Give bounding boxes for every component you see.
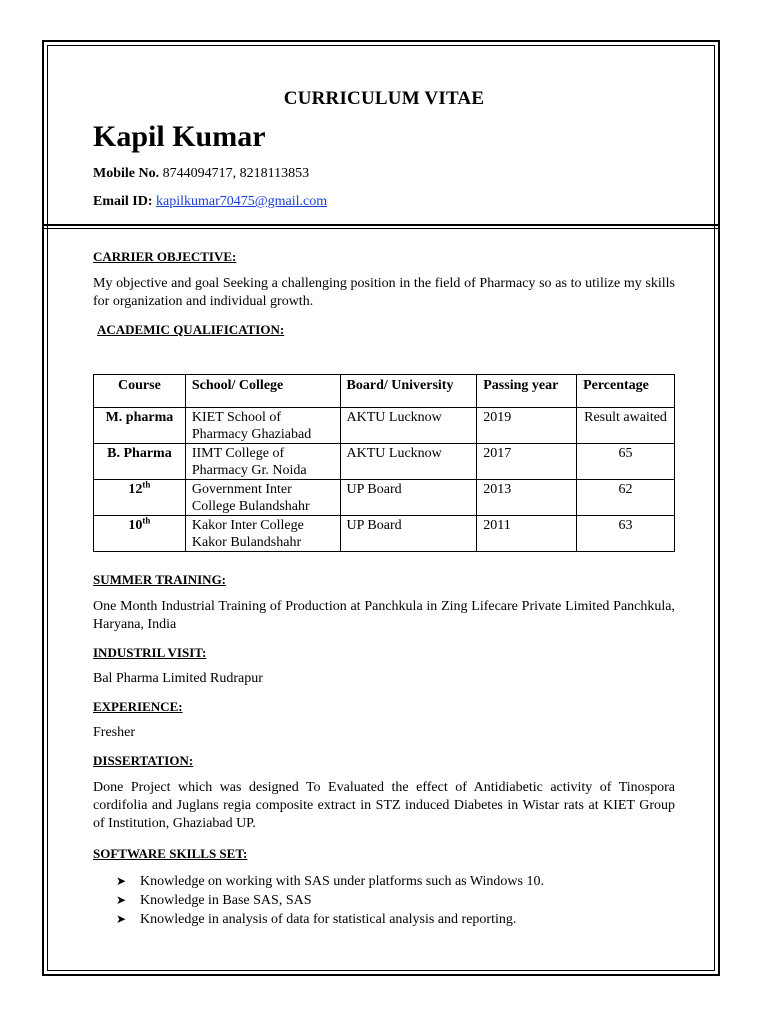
table-row bbox=[94, 516, 675, 552]
year-cell: 2019 bbox=[477, 408, 577, 444]
school-cell: IIMT College of Pharmacy Gr. Noida bbox=[185, 444, 340, 480]
email-line bbox=[93, 194, 327, 210]
board-cell: UP Board bbox=[340, 480, 477, 516]
training-text: One Month Industrial Training of Production at Panchkula in Zing Lifecare Private Limited Panchkula, Haryana, India bbox=[93, 599, 675, 632]
board-cell: AKTU Lucknow bbox=[340, 408, 477, 444]
academic-heading: ACADEMIC QUALIFICATION: bbox=[97, 322, 285, 337]
school-cell: Kakor Inter College Kakor Bulandshahr bbox=[185, 516, 340, 552]
school-cell: KIET School of Pharmacy Ghaziabad bbox=[185, 408, 340, 444]
arrow-bullet-icon: ➤ bbox=[116, 893, 127, 907]
year-cell: 2017 bbox=[477, 444, 577, 480]
board-cell: AKTU Lucknow bbox=[340, 444, 477, 480]
arrow-bullet-icon: ➤ bbox=[116, 912, 127, 926]
percentage-cell: 62 bbox=[577, 480, 675, 516]
dissertation-text: Done Project which was designed To Evaluated the effect of Antidiabetic activity of Tinospora cordifolia and Juglans regia composite extract in STZ induced Diabetes in Wistar rats at KIET Group of Institution, Ghaziabad UP. bbox=[93, 780, 675, 831]
course-cell: 12th bbox=[94, 480, 186, 516]
objective-text: My objective and goal Seeking a challenging position in the field of Pharmacy so as to utilize my skills for organization and individual growth. bbox=[93, 276, 675, 309]
mobile-value: 8744094717, 8218113853 bbox=[162, 166, 310, 181]
list-item: ➤ Knowledge in analysis of data for statistical analysis and reporting. bbox=[116, 911, 517, 927]
document-title: CURRICULUM VITAE bbox=[283, 88, 485, 109]
experience-heading: EXPERIENCE: bbox=[93, 699, 183, 714]
col-header-board: Board/ University bbox=[340, 375, 477, 408]
percentage-cell: Result awaited bbox=[577, 408, 675, 444]
objective-heading: CARRIER OBJECTIVE: bbox=[93, 249, 237, 264]
school-cell: Government Inter College Bulandshahr bbox=[185, 480, 340, 516]
table-header-row bbox=[94, 375, 675, 408]
course-cell: 10th bbox=[94, 516, 186, 552]
list-item: ➤ Knowledge on working with SAS under platforms such as Windows 10. bbox=[116, 873, 544, 889]
year-cell: 2013 bbox=[477, 480, 577, 516]
email-label: Email ID: bbox=[93, 194, 153, 209]
col-header-year: Passing year bbox=[477, 375, 577, 408]
visit-text: Bal Pharma Limited Rudrapur bbox=[93, 671, 263, 686]
table-row bbox=[94, 480, 675, 516]
header-divider bbox=[42, 224, 720, 226]
dissertation-heading: DISSERTATION: bbox=[93, 753, 194, 768]
percentage-cell: 63 bbox=[577, 516, 675, 552]
mobile-label: Mobile No. bbox=[93, 166, 160, 181]
course-cell: B. Pharma bbox=[94, 444, 186, 480]
table-row bbox=[94, 444, 675, 480]
qualification-table bbox=[93, 374, 675, 552]
training-heading: SUMMER TRAINING: bbox=[93, 572, 227, 587]
list-item: ➤ Knowledge in Base SAS, SAS bbox=[116, 892, 312, 908]
col-header-school: School/ College bbox=[185, 375, 340, 408]
year-cell: 2011 bbox=[477, 516, 577, 552]
header-divider-inner bbox=[42, 228, 720, 229]
mobile-line bbox=[93, 166, 309, 182]
course-cell: M. pharma bbox=[94, 408, 186, 444]
visit-heading: INDUSTRIL VISIT: bbox=[93, 645, 207, 660]
col-header-percentage: Percentage bbox=[577, 375, 675, 408]
email-link[interactable]: kapilkumar70475@gmail.com bbox=[156, 194, 328, 209]
col-header-course: Course bbox=[94, 375, 186, 408]
software-heading: SOFTWARE SKILLS SET: bbox=[93, 846, 248, 861]
candidate-name: Kapil Kumar bbox=[93, 120, 266, 153]
arrow-bullet-icon: ➤ bbox=[116, 874, 127, 888]
percentage-cell: 65 bbox=[577, 444, 675, 480]
experience-text: Fresher bbox=[93, 725, 135, 740]
board-cell: UP Board bbox=[340, 516, 477, 552]
software-skills-list bbox=[116, 872, 544, 929]
table-row bbox=[94, 408, 675, 444]
